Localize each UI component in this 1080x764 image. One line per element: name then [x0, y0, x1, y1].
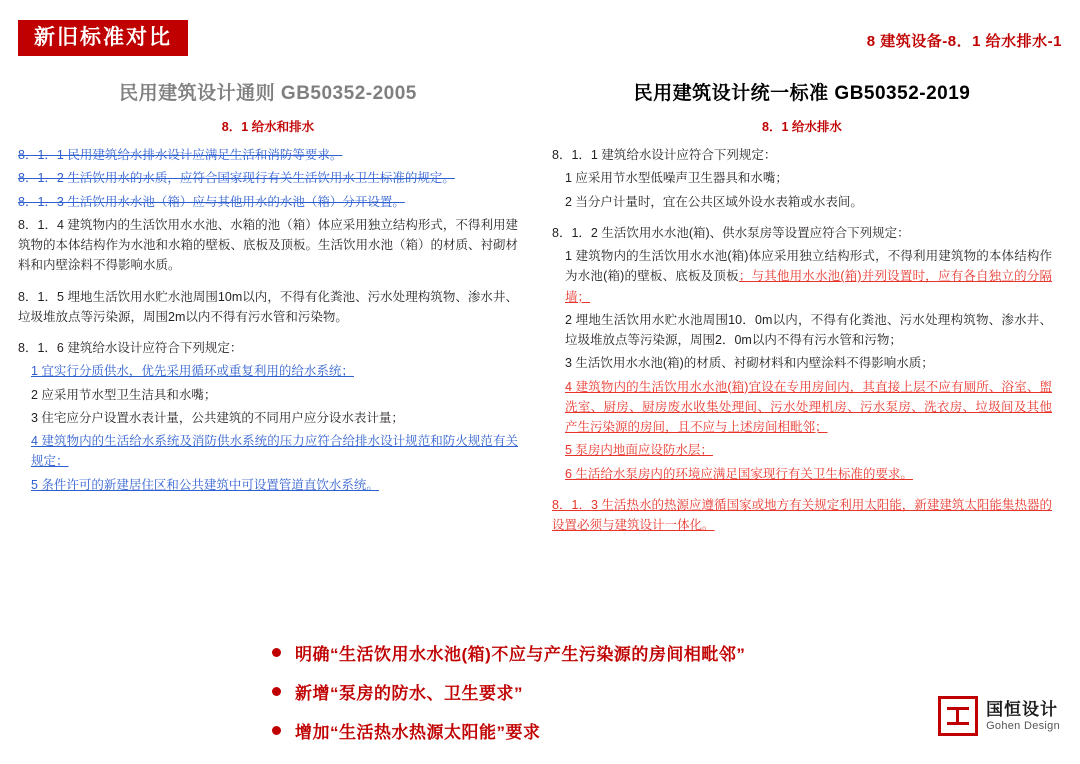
new-standard-section-title: 8．1 给水排水	[762, 120, 842, 134]
new-clause-8-1-2-item6: 6 生活给水泵房内的环境应满足国家现行有关卫生标准的要求。	[565, 466, 913, 481]
bullet-dot-icon	[272, 687, 281, 696]
new-clause-8-1-1-item1: 1 应采用节水型低噪声卫生器具和水嘴；	[565, 171, 788, 186]
conclusion-item	[272, 640, 892, 665]
old-clause-8-1-5: 8．1．5 埋地生活饮用水贮水池周围10m以内，不得有化粪池、污水处理构筑物、渗水井、垃圾堆放点等污染源，周围2m以内不得有污水管和污染物。	[18, 289, 518, 324]
company-logo	[938, 696, 1060, 736]
old-standard-body	[18, 145, 518, 495]
bullet-dot-icon	[272, 648, 281, 657]
old-clause-8-1-2: 8．1．2 生活饮用水的水质，应符合国家现行有关生活饮用水卫生标准的规定。	[18, 171, 455, 186]
old-clause-8-1-6-item1: 1 宜实行分质供水，优先采用循环或重复利用的给水系统；	[31, 364, 354, 379]
conclusion-item	[272, 679, 892, 704]
new-standard-title: 民用建筑设计统一标准 GB50352-2019	[633, 83, 971, 104]
old-standard-section-title: 8．1 给水和排水	[221, 120, 315, 134]
old-clause-8-1-6-item5: 5 条件许可的新建居住区和公共建筑中可设置管道直饮水系统。	[31, 477, 379, 492]
bullet-dot-icon	[272, 726, 281, 735]
header-section-label: 8 建筑设备-8．1 给水排水-1	[866, 33, 1062, 50]
old-standard-column	[18, 78, 518, 498]
old-clause-8-1-6-item3: 3 住宅应分户设置水表计量，公共建筑的不同用户应分设水表计量；	[31, 410, 404, 425]
old-standard-title: 民用建筑设计通则 GB50352-2005	[119, 83, 417, 104]
new-clause-8-1-2-item5: 5 泵房内地面应设防水层；	[565, 443, 713, 458]
new-clause-8-1-3: 8．1．3 生活热水的热源应遵循国家或地方有关规定利用太阳能，新建建筑太阳能集热器的设置必须与建筑设计一体化。	[552, 497, 1052, 532]
new-clause-8-1-2-item2: 2 埋地生活饮用水贮水池周围10．0m以内，不得有化粪池、污水处理构筑物、渗水井、垃圾堆放点等污染源，周围2．0m以内不得有污水管和污物；	[565, 312, 1052, 347]
old-clause-8-1-1: 8．1．1 民用建筑给水排水设计应满足生活和消防等要求。	[18, 148, 343, 162]
logo-bar-shape	[956, 707, 959, 725]
conclusion-item	[272, 718, 892, 743]
new-clause-8-1-1: 8．1．1 建筑给水设计应符合下列规定：	[552, 148, 777, 162]
new-clause-8-1-2-item1-base: 1 建筑物内的生活饮用水水池(箱)体应采用独立结构形式，不得利用建筑物的本体结构作为水池(箱)的壁板、底板及顶板	[565, 249, 1052, 284]
old-clause-8-1-4: 8．1．4 建筑物内的生活饮用水水池、水箱的池（箱）体应采用独立结构形式，不得利用建筑物的本体结构作为水池和水箱的壁板、底板及顶板。生活饮用水池（箱）的材质、衬砌材料和内壁涂料不得影响水质。	[18, 217, 519, 273]
new-clause-8-1-2-item4: 4 建筑物内的生活饮用水水池(箱)宜设在专用房间内，其直接上层不应有厕所、浴室、盥洗室、厨房、厨房废水收集处理间、污水处理机房、污水泵房、洗衣房、垃圾间及其他产生污染源的房间，且不应与上述房间相毗邻；	[565, 379, 1052, 434]
header-tag: 新旧标准对比	[18, 20, 188, 56]
new-clause-8-1-1-item2: 2 当分户计量时，宜在公共区域外设水表箱或水表间。	[565, 194, 863, 209]
old-clause-8-1-6-item4: 4 建筑物内的生活给水系统及消防供水系统的压力应符合给排水设计规范和防火规范有关规定；	[31, 434, 518, 469]
new-clause-8-1-2: 8．1．2 生活饮用水水池(箱)、供水泵房等设置应符合下列规定：	[552, 225, 910, 240]
new-clause-8-1-2-item1	[552, 246, 1052, 307]
new-clause-8-1-2-item1-added: ；与其他用水水池(箱)并列设置时，应有各自独立的分隔墙；	[565, 269, 1053, 304]
logo-name-cn: 国恒设计	[986, 700, 1059, 720]
conclusion-list	[272, 640, 892, 757]
old-clause-8-1-6: 8．1．6 建筑给水设计应符合下列规定：	[18, 341, 243, 355]
logo-name-en: Gohen Design	[986, 719, 1060, 732]
old-clause-8-1-6-item2: 2 应采用节水型卫生洁具和水嘴；	[31, 387, 217, 402]
conclusion-text-1: 明确“生活饮用水水池(箱)不应与产生污染源的房间相毗邻”	[295, 645, 746, 664]
old-clause-8-1-3: 8．1．3 生活饮用水水池（箱）应与其他用水的水池（箱）分开设置。	[18, 194, 405, 209]
new-standard-body	[552, 145, 1052, 535]
new-standard-column	[552, 78, 1052, 538]
logo-text	[986, 700, 1060, 732]
new-clause-8-1-2-item3: 3 生活饮用水水池(箱)的材质、衬砌材料和内壁涂料不得影响水质；	[565, 356, 934, 371]
conclusion-text-2: 新增“泵房的防水、卫生要求”	[295, 684, 523, 703]
conclusion-text-3: 增加“生活热水热源太阳能”要求	[295, 723, 541, 742]
logo-mark-icon	[938, 696, 978, 736]
